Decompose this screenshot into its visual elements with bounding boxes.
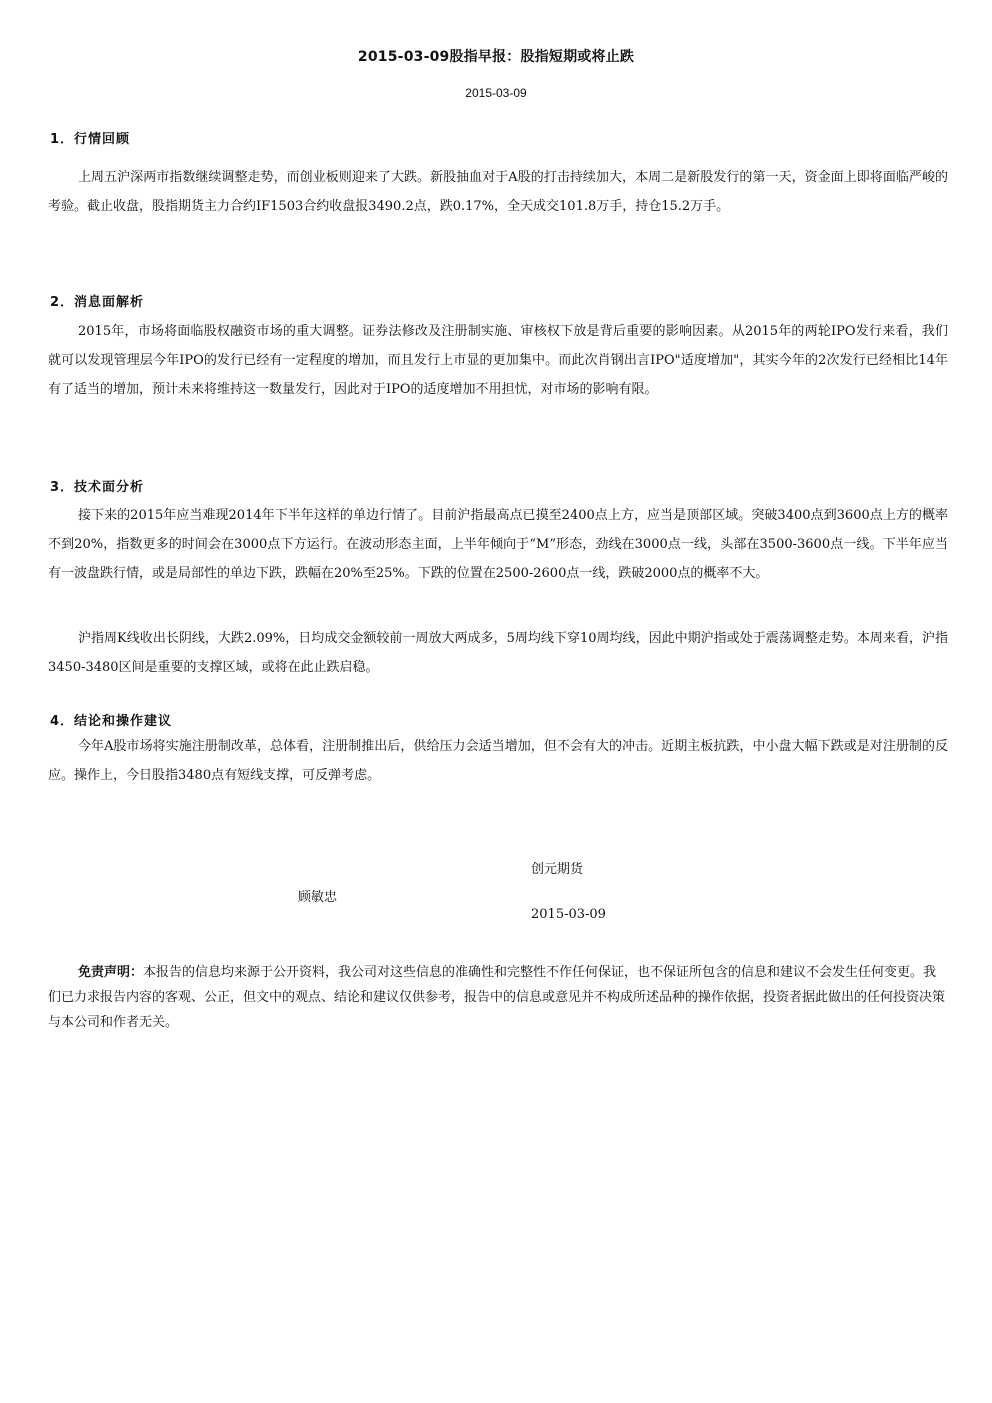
section-heading-conclusion: 4．结论和操作建议 [50,714,173,729]
report-date: 2015-03-09 [465,86,527,100]
disclaimer-text: 本报告的信息均来源于公开资料，我公司对这些信息的准确性和完整性不作任何保证，也不保证所包含的信息和建议不会发生任何变更。我们已力求报告内容的客观、公正，但文中的观点、结论和建议仅供参考，报告中的信息或意见并不构成所述品种的操作依据，投资者据此做出的任何投资决策与本公司和作者无关。 [48,965,946,1030]
disclaimer-label: 免责声明： [78,965,144,980]
section-heading-review: 1．行情回顾 [50,132,131,147]
signature-author: 顾敏忠 [298,890,338,905]
section-heading-news: 2．消息面解析 [50,295,145,310]
section-paragraph-review: 上周五沪深两市指数继续调整走势，而创业板则迎来了大跌。新股抽血对于A股的打击持续加大，本周二是新股发行的第一天，资金面上即将面临严峻的考验。截止收盘，股指期货主力合约IF1503合约收盘报3490.2点，跌0.17%，全天成交101.8万手，持仓15.2万手。 [48,170,948,214]
section-paragraph-technical-2: 沪指周K线收出长阴线，大跌2.09%，日均成交金额较前一周放大两成多，5周均线下穿10周均线，因此中期沪指或处于震荡调整走势。本周来看，沪指3450-3480区间是重要的支撑区域，或将在此止跌启稳。 [48,631,948,675]
signature-date: 2015-03-09 [531,907,606,922]
section-paragraph-conclusion: 今年A股市场将实施注册制改革，总体看，注册制推出后，供给压力会适当增加，但不会有大的冲击。近期主板抗跌，中小盘大幅下跌或是对注册制的反应。操作上，今日股指3480点有短线支撑，可反弹考虑。 [48,739,948,783]
report-title: 2015-03-09股指早报：股指短期或将止跌 [357,49,635,65]
section-heading-technical: 3．技术面分析 [50,480,145,495]
disclaimer [48,960,948,1035]
signature-company: 创元期货 [531,862,584,877]
section-paragraph-technical-1: 接下来的2015年应当难现2014年下半年这样的单边行情了。目前沪指最高点已摸至2400点上方，应当是顶部区域。突破3400点到3600点上方的概率不到20%，指数更多的时间会在3000点下方运行。在波动形态主面，上半年倾向于“M”形态，劲线在3000点一线，头部在3500-3600点一线。下半年应当有一波盘跌行情，或是局部性的单边下跌，跌幅在20%至25%。下跌的位置在2500-2600点一线，跌破2000点的概率不大。 [48,508,948,581]
section-paragraph-news: 2015年，市场将面临股权融资市场的重大调整。证券法修改及注册制实施、审核权下放是背后重要的影响因素。从2015年的两轮IPO发行来看，我们就可以发现管理层今年IPO的发行已经有一定程度的增加，而且发行上市显的更加集中。而此次肖钢出言IPO"适度增加"，其实今年的2次发行已经相比14年有了适当的增加，预计未来将维持这一数量发行，因此对于IPO的适度增加不用担忧，对市场的影响有限。 [48,324,948,397]
